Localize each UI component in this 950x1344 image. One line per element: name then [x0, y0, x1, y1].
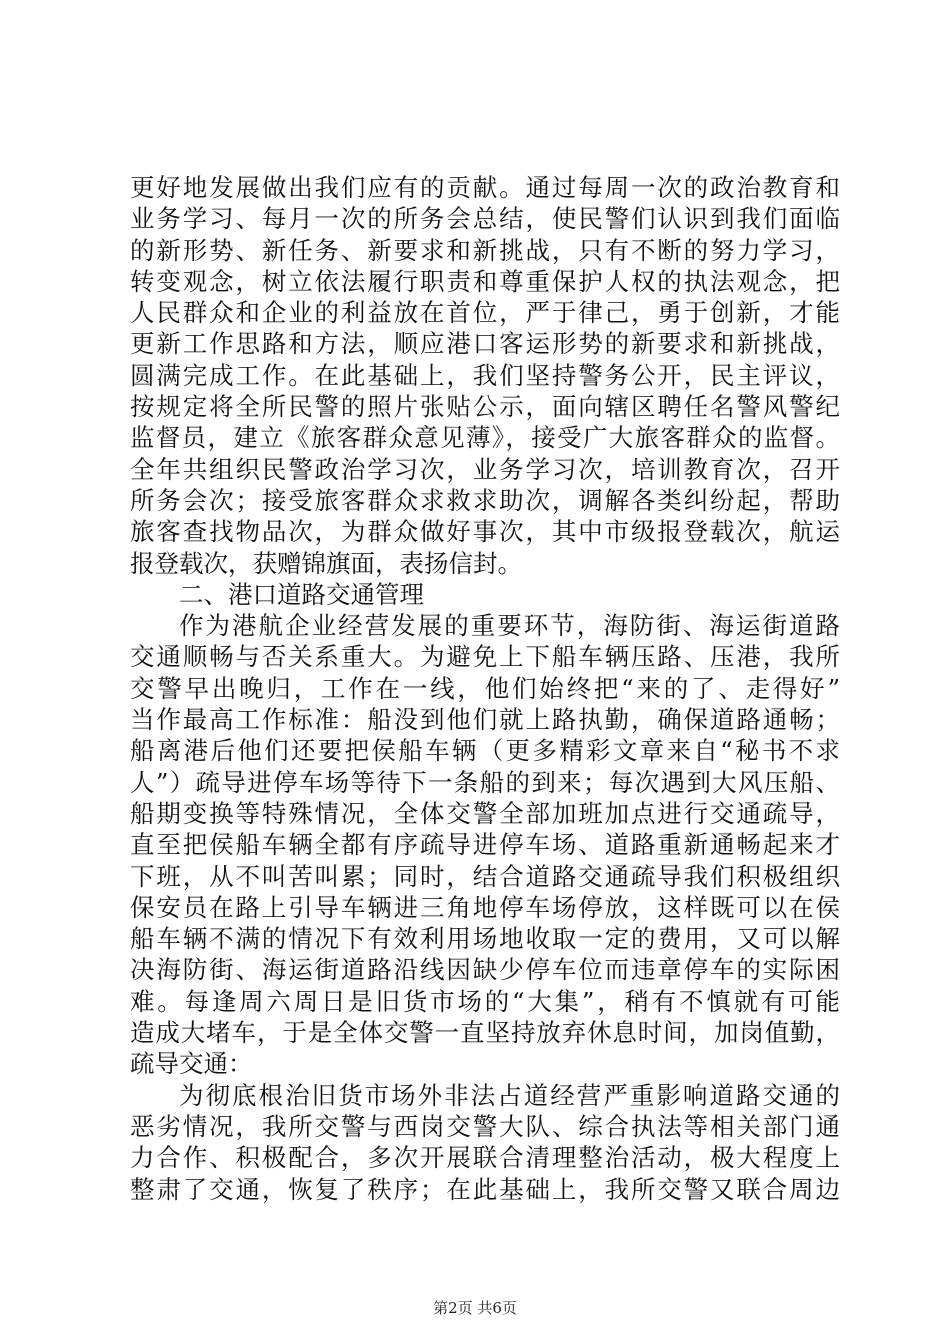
text-line: 交警早出晚归，工作在一线，他们始终把“来的了、走得好”: [130, 673, 840, 703]
text-line: 决海防街、海运街道路沿线因缺少停车位而违章停车的实际困: [130, 955, 840, 985]
text-line: 监督员，建立《旅客群众意见薄》，接受广大旅客群众的监督。: [130, 423, 840, 453]
text-line: 人民群众和企业的利益放在首位，严于律己，勇于创新，才能: [130, 298, 840, 328]
text-line: 更新工作思路和方法，顺应港口客运形势的新要求和新挑战，: [130, 329, 840, 359]
page-number-footer: 第2页 共6页: [433, 1299, 517, 1317]
text-line: 船车辆不满的情况下有效利用场地收取一定的费用，又可以解: [130, 924, 840, 954]
text-line: 报登载次，获赠锦旗面，表扬信封。: [130, 548, 522, 578]
text-line: 转变观念，树立依法履行职责和尊重保护人权的执法观念，把: [130, 266, 840, 296]
text-line: 恶劣情况，我所交警与西岗交警大队、综合执法等相关部门通: [130, 1111, 840, 1141]
text-line: 作为港航企业经营发展的重要环节，海防街、海运街道路: [179, 611, 840, 641]
text-line: 按规定将全所民警的照片张贴公示，面向辖区聘任名警风警纪: [130, 392, 840, 422]
text-line: 力合作、积极配合，多次开展联合清理整治活动，极大程度上: [130, 1143, 840, 1173]
text-line: 整肃了交通，恢复了秩序；在此基础上，我所交警又联合周边: [130, 1174, 840, 1204]
text-line: 难。每逢周六周日是旧货市场的“大集”，稍有不慎就有可能: [130, 986, 840, 1016]
text-line: 疏导交通：: [130, 1049, 253, 1079]
document-body: [130, 172, 840, 1205]
text-line: 旅客查找物品次，为群众做好事次，其中市级报登载次，航运: [130, 517, 840, 547]
text-line: 全年共组织民警政治学习次，业务学习次，培训教育次，召开: [130, 454, 840, 484]
text-line: 业务学习、每月一次的所务会总结，使民警们认识到我们面临: [130, 204, 840, 234]
text-line: 下班，从不叫苦叫累；同时，结合道路交通疏导我们积极组织: [130, 861, 840, 891]
text-line: 的新形势、新任务、新要求和新挑战，只有不断的努力学习，: [130, 235, 840, 265]
text-line: 交通顺畅与否关系重大。为避免上下船车辆压路、压港，我所: [130, 642, 840, 672]
text-line: 更好地发展做出我们应有的贡献。通过每周一次的政治教育和: [130, 173, 840, 202]
section-heading: 二、港口道路交通管理: [179, 579, 424, 609]
text-line: 船离港后他们还要把侯船车辆（更多精彩文章来自“秘书不求: [130, 736, 840, 766]
text-line: 当作最高工作标准：船没到他们就上路执勤，确保道路通畅；: [130, 705, 840, 735]
text-line: 人”）疏导进停车场等待下一条船的到来；每次遇到大风压船、: [130, 767, 840, 797]
text-line: 保安员在路上引导车辆进三角地停车场停放，这样既可以在侯: [130, 892, 840, 922]
text-line: 所务会次；接受旅客群众求救求助次，调解各类纠纷起，帮助: [130, 485, 840, 515]
text-line: 造成大堵车，于是全体交警一直坚持放弃休息时间，加岗值勤，: [130, 1018, 840, 1048]
text-line: 圆满完成工作。在此基础上，我们坚持警务公开，民主评议，: [130, 360, 840, 390]
text-line: 直至把侯船车辆全都有序疏导进停车场、道路重新通畅起来才: [130, 830, 840, 860]
text-line: 为彻底根治旧货市场外非法占道经营严重影响道路交通的: [179, 1080, 840, 1110]
text-line: 船期变换等特殊情况，全体交警全部加班加点进行交通疏导，: [130, 798, 840, 828]
